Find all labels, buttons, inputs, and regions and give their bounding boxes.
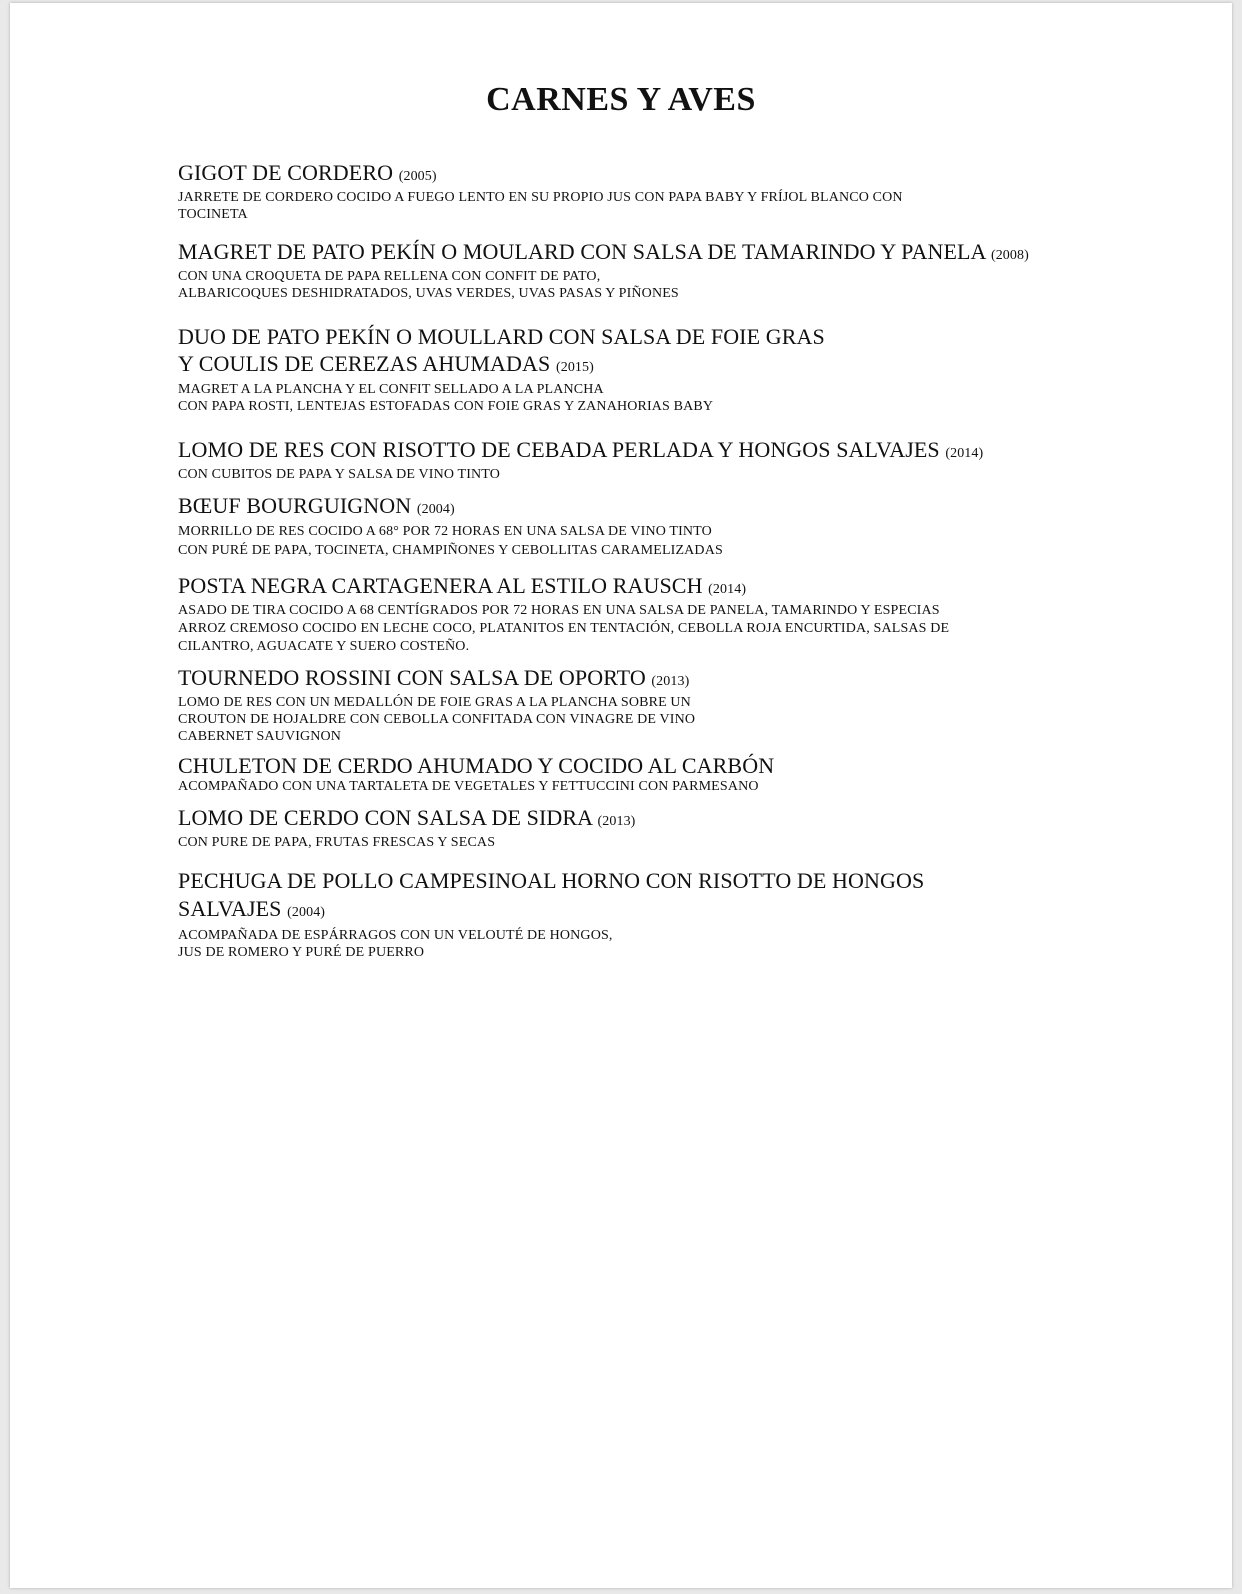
- dish-name: [178, 805, 1078, 834]
- dish-year: (2013): [597, 814, 636, 829]
- dish-year: (2015): [555, 360, 594, 375]
- description-line: CROUTON DE HOJALDRE CON CEBOLLA CONFITADA CON VINAGRE DE VINO: [178, 712, 696, 727]
- dish-name-line: CHULETON DE CERDO AHUMADO Y COCIDO AL CARBÓN: [178, 753, 775, 778]
- description-line: ALBARICOQUES DESHIDRATADOS, UVAS VERDES, UVAS PASAS Y PIÑONES: [178, 286, 679, 301]
- dish-description: [178, 522, 1078, 560]
- description-line: ACOMPAÑADA DE ESPÁRRAGOS CON UN VELOUTÉ DE HONGOS,: [178, 928, 613, 943]
- description-line: JARRETE DE CORDERO COCIDO A FUEGO LENTO EN SU PROPIO JUS CON PAPA BABY Y FRÍJOL BLANCO CON: [178, 190, 903, 205]
- description-line: CABERNET SAUVIGNON: [178, 729, 342, 744]
- description-line: CON UNA CROQUETA DE PAPA RELLENA CON CONFIT DE PATO,: [178, 269, 601, 284]
- dish-description: [178, 778, 1078, 795]
- menu-item: [178, 323, 1078, 415]
- menu-item: [178, 239, 1078, 302]
- menu-item: [178, 160, 1078, 223]
- menu-item: [178, 867, 1078, 961]
- description-line: ARROZ CREMOSO COCIDO EN LECHE COCO, PLATANITOS EN TENTACIÓN, CEBOLLA ROJA ENCURTIDA, SALSAS DE: [178, 621, 950, 636]
- description-line: CILANTRO, AGUACATE Y SUERO COSTEÑO.: [178, 639, 470, 654]
- menu-item: [178, 437, 1078, 483]
- description-line: LOMO DE RES CON UN MEDALLÓN DE FOIE GRAS A LA PLANCHA SOBRE UN: [178, 695, 691, 710]
- description-line: ACOMPAÑADO CON UNA TARTALETA DE VEGETALES Y FETTUCCINI CON PARMESANO: [178, 779, 759, 794]
- dish-description: [178, 602, 1078, 656]
- dish-name: [178, 323, 1078, 381]
- dish-description: [178, 927, 1078, 961]
- dish-year: (2014): [945, 446, 984, 461]
- dish-name-line: BŒUF BOURGUIGNON (2004): [178, 493, 455, 518]
- dish-year: (2004): [287, 905, 326, 920]
- description-line: CON PAPA ROSTI, LENTEJAS ESTOFADAS CON FOIE GRAS Y ZANAHORIAS BABY: [178, 399, 714, 414]
- dish-name: [178, 665, 1078, 694]
- dish-name-line: LOMO DE CERDO CON SALSA DE SIDRA (2013): [178, 805, 636, 830]
- dish-year: (2008): [990, 248, 1029, 263]
- dish-description: [178, 381, 1078, 415]
- dish-name: [178, 437, 1078, 466]
- description-line: MORRILLO DE RES COCIDO A 68° POR 72 HORAS EN UNA SALSA DE VINO TINTO: [178, 524, 712, 539]
- dish-name-line: LOMO DE RES CON RISOTTO DE CEBADA PERLADA Y HONGOS SALVAJES (2014): [178, 437, 984, 462]
- dish-name: [178, 867, 1078, 927]
- dish-name-line: GIGOT DE CORDERO (2005): [178, 160, 437, 185]
- dish-name-line: TOURNEDO ROSSINI CON SALSA DE OPORTO (2013): [178, 665, 690, 690]
- description-line: CON PURÉ DE PAPA, TOCINETA, CHAMPIÑONES Y CEBOLLITAS CARAMELIZADAS: [178, 543, 723, 558]
- dish-name-line: DUO DE PATO PEKÍN O MOULLARD CON SALSA DE FOIE GRAS: [178, 324, 825, 349]
- dish-name-line: MAGRET DE PATO PEKÍN O MOULARD CON SALSA DE TAMARINDO Y PANELA (2008): [178, 239, 1029, 264]
- dish-name: [178, 493, 1078, 522]
- dish-name: [178, 160, 1078, 189]
- description-line: JUS DE ROMERO Y PURÉ DE PUERRO: [178, 945, 425, 960]
- dish-name: [178, 753, 1078, 778]
- dish-name-line: SALVAJES (2004): [178, 896, 326, 921]
- description-line: MAGRET A LA PLANCHA Y EL CONFIT SELLADO A LA PLANCHA: [178, 382, 604, 397]
- dish-description: [178, 466, 1078, 483]
- menu-items: [178, 160, 1078, 961]
- menu-item: [178, 805, 1078, 851]
- dish-year: (2004): [416, 502, 455, 517]
- page-title: CARNES Y AVES: [486, 81, 756, 118]
- dish-description: [178, 268, 1078, 302]
- description-line: CON PURE DE PAPA, FRUTAS FRESCAS Y SECAS: [178, 835, 496, 850]
- menu-item: [178, 493, 1078, 560]
- description-line: ASADO DE TIRA COCIDO A 68 CENTÍGRADOS POR 72 HORAS EN UNA SALSA DE PANELA, TAMARINDO Y ESPECIAS: [178, 603, 940, 618]
- dish-description: [178, 189, 1078, 223]
- menu-item: [178, 665, 1078, 745]
- dish-name-line: Y COULIS DE CEREZAS AHUMADAS (2015): [178, 351, 594, 376]
- dish-year: (2014): [708, 582, 747, 597]
- dish-name: [178, 573, 1078, 602]
- dish-description: [178, 694, 1078, 745]
- dish-year: (2005): [398, 169, 437, 184]
- menu-item: [178, 573, 1078, 656]
- dish-description: [178, 834, 1078, 851]
- menu-item: [178, 753, 1078, 795]
- dish-name-line: PECHUGA DE POLLO CAMPESINOAL HORNO CON RISOTTO DE HONGOS: [178, 868, 925, 893]
- description-line: CON CUBITOS DE PAPA Y SALSA DE VINO TINTO: [178, 467, 500, 482]
- dish-name-line: POSTA NEGRA CARTAGENERA AL ESTILO RAUSCH (2014): [178, 573, 747, 598]
- menu-page: [10, 3, 1232, 1588]
- dish-year: (2013): [651, 674, 690, 689]
- description-line: TOCINETA: [178, 207, 248, 222]
- dish-name: [178, 239, 1078, 268]
